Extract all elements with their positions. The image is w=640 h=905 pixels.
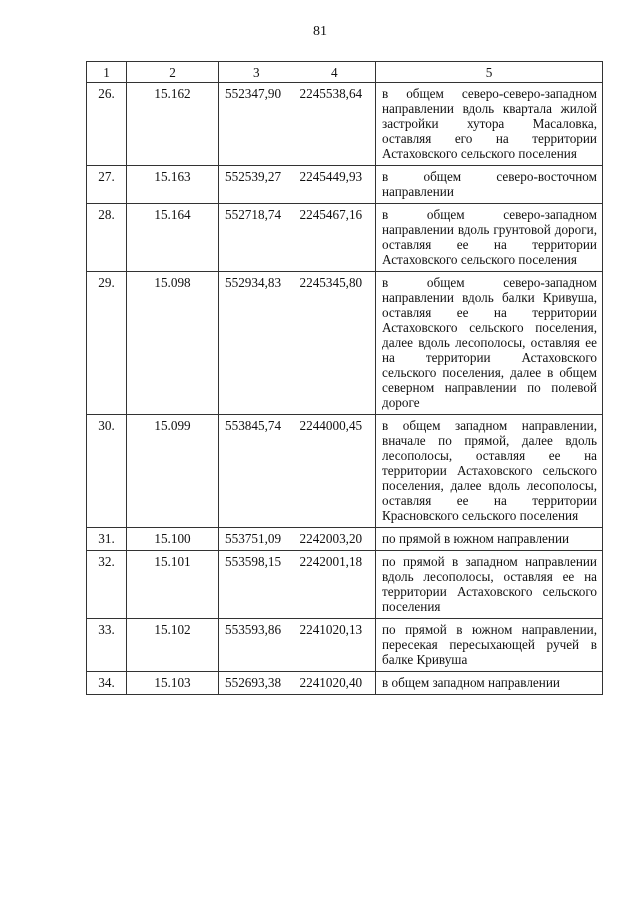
description-cell: в общем северо-восточном направлении (376, 166, 603, 204)
y-coordinate-cell: 2244000,45 (294, 415, 376, 528)
x-coordinate-cell: 552934,83 (219, 272, 294, 415)
point-code-cell: 15.163 (127, 166, 219, 204)
header-col-2: 2 (127, 62, 219, 83)
table-row (87, 619, 603, 672)
row-number-cell: 33. (87, 619, 127, 672)
page-number: 81 (313, 24, 327, 39)
table-row (87, 204, 603, 272)
table-row (87, 272, 603, 415)
description-cell: в общем западном направлении (376, 672, 603, 695)
y-coordinate-cell: 2245345,80 (294, 272, 376, 415)
y-coordinate-cell: 2245538,64 (294, 83, 376, 166)
x-coordinate-cell: 552718,74 (219, 204, 294, 272)
table-row (87, 551, 603, 619)
row-number-cell: 27. (87, 166, 127, 204)
table-row (87, 83, 603, 166)
point-code-cell: 15.101 (127, 551, 219, 619)
point-code-cell: 15.103 (127, 672, 219, 695)
x-coordinate-cell: 552693,38 (219, 672, 294, 695)
y-coordinate-cell: 2241020,40 (294, 672, 376, 695)
y-coordinate-cell: 2242001,18 (294, 551, 376, 619)
description-cell: в общем западном направлении, вначале по прямой, далее вдоль лесополосы, оставляя ее на территории Астаховского сельского поселения, далее вдоль лесополосы, оставляя ее на территории Красновского сельского поселения (376, 415, 603, 528)
table-row (87, 166, 603, 204)
table-body (87, 83, 603, 695)
x-coordinate-cell: 552347,90 (219, 83, 294, 166)
row-number-cell: 31. (87, 528, 127, 551)
table-row (87, 415, 603, 528)
header-col-1: 1 (87, 62, 127, 83)
x-coordinate-cell: 553598,15 (219, 551, 294, 619)
boundary-table (86, 61, 603, 695)
row-number-cell: 32. (87, 551, 127, 619)
header-col-3: 3 (219, 62, 294, 83)
point-code-cell: 15.098 (127, 272, 219, 415)
point-code-cell: 15.100 (127, 528, 219, 551)
header-col-4: 4 (294, 62, 376, 83)
description-cell: по прямой в западном направлении вдоль лесополосы, оставляя ее на территории Астаховского сельского поселения (376, 551, 603, 619)
x-coordinate-cell: 553751,09 (219, 528, 294, 551)
point-code-cell: 15.162 (127, 83, 219, 166)
row-number-cell: 29. (87, 272, 127, 415)
x-coordinate-cell: 553593,86 (219, 619, 294, 672)
table-row (87, 672, 603, 695)
point-code-cell: 15.102 (127, 619, 219, 672)
description-cell: в общем северо-западном направлении вдоль балки Кривуша, оставляя ее на территории Астаховского сельского поселения, далее вдоль лесополосы, оставляя ее на территории Астаховского сельского поселения, далее в общем северном направлении по полевой дороге (376, 272, 603, 415)
description-cell: в общем северо-северо-западном направлении вдоль квартала жилой застройки хутора Масаловка, оставляя его на территории Астаховского сельского поселения (376, 83, 603, 166)
row-number-cell: 34. (87, 672, 127, 695)
row-number-cell: 26. (87, 83, 127, 166)
y-coordinate-cell: 2245449,93 (294, 166, 376, 204)
y-coordinate-cell: 2245467,16 (294, 204, 376, 272)
point-code-cell: 15.164 (127, 204, 219, 272)
point-code-cell: 15.099 (127, 415, 219, 528)
table-header-row (87, 62, 603, 83)
row-number-cell: 30. (87, 415, 127, 528)
header-col-5: 5 (376, 62, 603, 83)
description-cell: в общем северо-западном направлении вдоль грунтовой дороги, оставляя ее на территории Астаховского сельского поселения (376, 204, 603, 272)
y-coordinate-cell: 2242003,20 (294, 528, 376, 551)
x-coordinate-cell: 553845,74 (219, 415, 294, 528)
table-row (87, 528, 603, 551)
y-coordinate-cell: 2241020,13 (294, 619, 376, 672)
x-coordinate-cell: 552539,27 (219, 166, 294, 204)
description-cell: по прямой в южном направлении (376, 528, 603, 551)
description-cell: по прямой в южном направлении, пересекая пересыхающей ручей в балке Кривуша (376, 619, 603, 672)
row-number-cell: 28. (87, 204, 127, 272)
